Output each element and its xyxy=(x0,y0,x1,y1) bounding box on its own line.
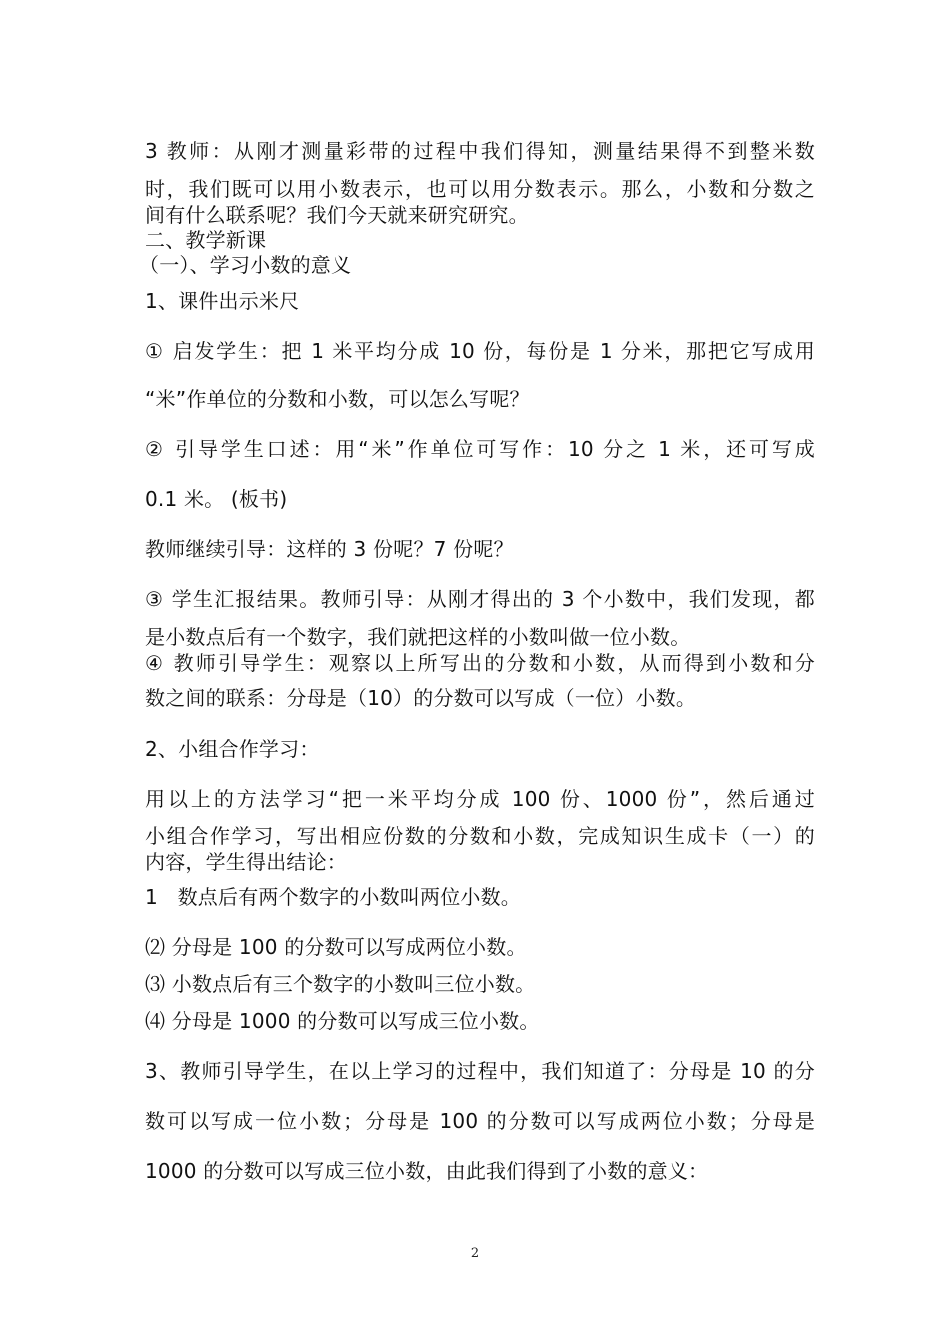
list-item: ⑵ 分母是 100 的分数可以写成两位小数。 xyxy=(145,935,527,959)
paragraph-line: 0.1 米。 (板书) xyxy=(145,487,288,511)
paragraph-line: ③ 学生汇报结果。教师引导：从刚才得出的 3 个小数中，我们发现，都 xyxy=(145,587,815,611)
paragraph-line: 是小数点后有一个数字，我们就把这样的小数叫做一位小数。 xyxy=(145,625,691,649)
paragraph-line: ① 启发学生：把 1 米平均分成 10 份，每份是 1 分米，那把它写成用 xyxy=(145,339,815,363)
paragraph-line: 1000 的分数可以写成三位小数，由此我们得到了小数的意义： xyxy=(145,1159,709,1183)
page-number: 2 xyxy=(470,1246,480,1261)
paragraph-line: 小组合作学习，写出相应份数的分数和小数，完成知识生成卡（一）的 xyxy=(145,824,815,848)
step-heading: 2、小组合作学习： xyxy=(145,737,320,761)
paragraph-line: 3 教师：从刚才测量彩带的过程中我们得知，测量结果得不到整米数 xyxy=(145,139,815,163)
paragraph-line: 时，我们既可以用小数表示，也可以用分数表示。那么，小数和分数之 xyxy=(145,177,815,201)
paragraph-line: 教师继续引导：这样的 3 份呢？7 份呢？ xyxy=(145,537,514,561)
list-item: 1 数点后有两个数字的小数叫两位小数。 xyxy=(145,885,521,909)
list-item: ⑶ 小数点后有三个数字的小数叫三位小数。 xyxy=(145,972,536,996)
section-heading: 二、教学新课 xyxy=(145,228,267,252)
paragraph-line: 间有什么联系呢？我们今天就来研究研究。 xyxy=(145,203,529,227)
paragraph-line: 3、教师引导学生，在以上学习的过程中，我们知道了：分母是 10 的分 xyxy=(145,1059,815,1083)
subsection-heading: （一）、学习小数的意义 xyxy=(139,253,352,277)
paragraph-line: “米”作单位的分数和小数，可以怎么写呢？ xyxy=(145,387,530,411)
paragraph-line: 数可以写成一位小数；分母是 100 的分数可以写成两位小数；分母是 xyxy=(145,1109,815,1133)
paragraph-line: ② 引导学生口述：用“米”作单位可写作：10 分之 1 米，还可写成 xyxy=(145,437,815,461)
paragraph-line: ④ 教师引导学生：观察以上所写出的分数和小数，从而得到小数和分 xyxy=(145,651,815,675)
paragraph-line: 内容，学生得出结论： xyxy=(145,850,347,874)
paragraph-line: 用以上的方法学习“把一米平均分成 100 份、1000 份”，然后通过 xyxy=(145,787,815,811)
step-heading: 1、课件出示米尺 xyxy=(145,289,300,313)
list-item: ⑷ 分母是 1000 的分数可以写成三位小数。 xyxy=(145,1009,540,1033)
paragraph-line: 数之间的联系：分母是（10）的分数可以写成（一位）小数。 xyxy=(145,686,697,710)
